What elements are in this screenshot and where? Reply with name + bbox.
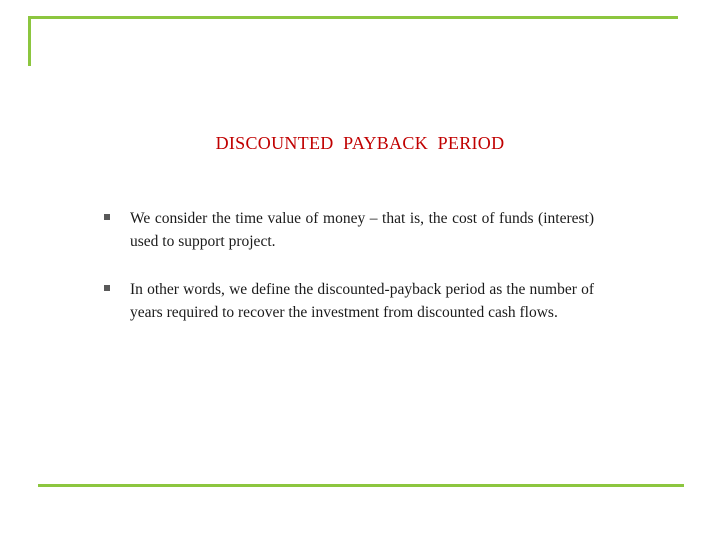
- bullet-list: [104, 207, 594, 349]
- square-bullet-icon: [104, 214, 110, 220]
- bullet-item: [104, 278, 594, 324]
- square-bullet-icon: [104, 285, 110, 291]
- top-accent-line: [30, 16, 678, 19]
- slide-title: DISCOUNTED PAYBACK PERIOD: [215, 133, 505, 153]
- left-accent-line: [28, 16, 31, 66]
- bullet-text: In other words, we define the discounted-payback period as the number of years required to recover the investment from discounted cash flows.: [130, 281, 594, 321]
- bottom-accent-line: [38, 484, 684, 487]
- bullet-text: We consider the time value of money – that is, the cost of funds (interest) used to support project.: [130, 210, 594, 250]
- bullet-item: [104, 207, 594, 253]
